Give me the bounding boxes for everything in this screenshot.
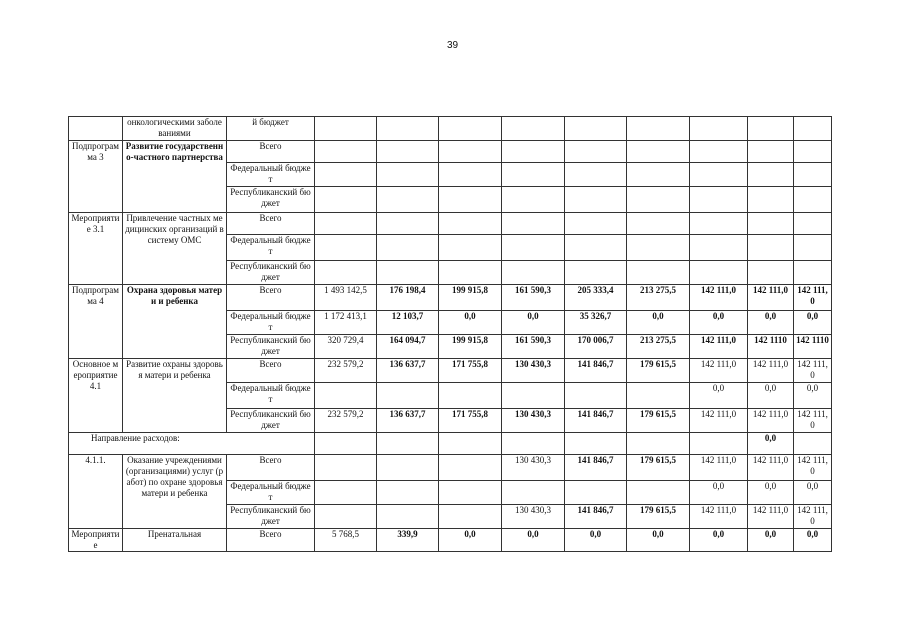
table-cell: Пренатальная (123, 529, 227, 552)
table-cell: 213 275,5 (627, 285, 690, 311)
table-cell: 339,9 (377, 529, 439, 552)
table-cell (565, 383, 627, 409)
table-cell (315, 141, 377, 163)
table-cell: 142 111,0 (690, 409, 748, 433)
table-cell: 161 590,3 (502, 285, 565, 311)
table-cell: 0,0 (502, 311, 565, 335)
table-cell: 12 103,7 (377, 311, 439, 335)
table-cell: 176 198,4 (377, 285, 439, 311)
table-cell: 142 1110 (748, 335, 794, 359)
table-cell: 161 590,3 (502, 335, 565, 359)
table-cell: 142 111,0 (794, 455, 832, 481)
table-cell (794, 261, 832, 285)
table-cell (690, 261, 748, 285)
table-cell: 142 111,0 (690, 335, 748, 359)
table-cell (627, 213, 690, 235)
table-cell: 179 615,5 (627, 505, 690, 529)
table-cell: Всего (227, 529, 315, 552)
table-cell (377, 383, 439, 409)
table-cell: 130 430,3 (502, 455, 565, 481)
table-cell: Республиканский бюджет (227, 187, 315, 213)
table-cell: Федеральный бюджет (227, 235, 315, 261)
table-cell (565, 235, 627, 261)
table-cell: 141 846,7 (565, 455, 627, 481)
table-cell (502, 141, 565, 163)
table-row (69, 455, 832, 481)
table-cell (794, 213, 832, 235)
table-cell: 164 094,7 (377, 335, 439, 359)
table-cell (377, 117, 439, 141)
table-cell (315, 383, 377, 409)
table-cell: Всего (227, 213, 315, 235)
table-cell (690, 235, 748, 261)
table-cell: 0,0 (794, 311, 832, 335)
table-cell (377, 455, 439, 481)
table-cell: 142 111,0 (794, 285, 832, 311)
table-cell (565, 433, 627, 455)
table-cell (565, 141, 627, 163)
table-cell (748, 187, 794, 213)
table-cell (315, 433, 377, 455)
table-row (69, 213, 832, 235)
table-cell: 142 111,0 (748, 505, 794, 529)
table-cell: 171 755,8 (439, 359, 502, 383)
table-cell (565, 481, 627, 505)
table-cell: 0,0 (627, 529, 690, 552)
table-cell (690, 213, 748, 235)
table-cell (794, 163, 832, 187)
table-row (69, 359, 832, 383)
table-cell: 1 493 142,5 (315, 285, 377, 311)
table-cell (627, 187, 690, 213)
table-cell (377, 505, 439, 529)
table-cell (627, 433, 690, 455)
table-row (69, 529, 832, 552)
table-cell (439, 455, 502, 481)
table-cell (377, 141, 439, 163)
table-cell (439, 505, 502, 529)
table-cell: Всего (227, 141, 315, 163)
table-cell (377, 481, 439, 505)
table-cell: онкологическими заболеваниями (123, 117, 227, 141)
table-cell: 0,0 (748, 529, 794, 552)
table-cell: 170 006,7 (565, 335, 627, 359)
table-cell: 179 615,5 (627, 409, 690, 433)
table-row (69, 117, 832, 141)
table-cell: 0,0 (690, 311, 748, 335)
table-cell (690, 141, 748, 163)
page-number: 39 (446, 40, 459, 51)
table-row (69, 285, 832, 311)
table-cell: Всего (227, 455, 315, 481)
table-cell (502, 383, 565, 409)
table-cell: Всего (227, 359, 315, 383)
table-cell (315, 481, 377, 505)
table-cell: 0,0 (502, 529, 565, 552)
table-cell (439, 163, 502, 187)
table-cell: 0,0 (748, 481, 794, 505)
table-cell: Республиканский бюджет (227, 261, 315, 285)
table-cell (439, 141, 502, 163)
table-cell: 35 326,7 (565, 311, 627, 335)
table-cell: 142 111,0 (690, 285, 748, 311)
table-cell (439, 235, 502, 261)
table-cell: Подпрограмма 4 (69, 285, 123, 359)
table-cell: 4.1.1. (69, 455, 123, 529)
table-cell: 142 111,0 (748, 409, 794, 433)
table-cell (439, 213, 502, 235)
table-cell: 0,0 (627, 311, 690, 335)
table-cell: 0,0 (439, 529, 502, 552)
table-cell (439, 383, 502, 409)
table-cell: 0,0 (748, 383, 794, 409)
table-cell (794, 117, 832, 141)
table-cell (439, 187, 502, 213)
table-cell: Развитие охраны здоровья матери и ребенка (123, 359, 227, 433)
table-cell (377, 187, 439, 213)
table-cell: 142 111,0 (748, 285, 794, 311)
table-cell: 179 615,5 (627, 359, 690, 383)
table-cell: 1 172 413,1 (315, 311, 377, 335)
table-cell: 142 1110 (794, 335, 832, 359)
table-cell (627, 481, 690, 505)
table-cell (377, 433, 439, 455)
table-cell (377, 235, 439, 261)
table-cell (627, 141, 690, 163)
table-cell: 141 846,7 (565, 359, 627, 383)
table-cell (315, 235, 377, 261)
table-cell (627, 235, 690, 261)
table-cell (439, 433, 502, 455)
table-cell (439, 117, 502, 141)
table-cell: 141 846,7 (565, 409, 627, 433)
table-cell (748, 141, 794, 163)
table-cell (502, 117, 565, 141)
table-row (69, 433, 832, 455)
table-cell: Развитие государственно-частного партнерства (123, 141, 227, 213)
table-cell: 0,0 (748, 433, 794, 455)
table-cell (690, 117, 748, 141)
table-cell: 0,0 (690, 481, 748, 505)
table-cell: Республиканский бюджет (227, 409, 315, 433)
table-cell: Всего (227, 285, 315, 311)
table-cell (315, 455, 377, 481)
table-cell: Республиканский бюджет (227, 335, 315, 359)
table-cell (502, 261, 565, 285)
table-cell: Мероприятие (69, 529, 123, 552)
table-cell: 130 430,3 (502, 505, 565, 529)
budget-table (68, 116, 832, 552)
table-cell (627, 261, 690, 285)
table-cell (69, 117, 123, 141)
table-cell: 142 111,0 (690, 359, 748, 383)
table-cell: 142 111,0 (748, 359, 794, 383)
table-cell (627, 383, 690, 409)
table-cell (627, 117, 690, 141)
table-cell (502, 235, 565, 261)
table-cell (439, 261, 502, 285)
table-cell: 199 915,8 (439, 285, 502, 311)
table-cell: 0,0 (794, 529, 832, 552)
table-cell: Основное мероприятие 4.1 (69, 359, 123, 433)
table-cell: 130 430,3 (502, 359, 565, 383)
table-cell: 142 111,0 (794, 359, 832, 383)
table-cell: й бюджет (227, 117, 315, 141)
table-body (69, 117, 832, 552)
table-cell: 232 579,2 (315, 409, 377, 433)
table-cell: Федеральный бюджет (227, 383, 315, 409)
table-cell: 142 111,0 (794, 409, 832, 433)
table-cell (315, 163, 377, 187)
table-cell: 0,0 (690, 383, 748, 409)
table-cell (565, 187, 627, 213)
table-cell (502, 481, 565, 505)
table-cell (748, 213, 794, 235)
table-cell: 130 430,3 (502, 409, 565, 433)
table-cell (377, 261, 439, 285)
table-cell (690, 163, 748, 187)
table-cell (439, 481, 502, 505)
table-cell (502, 213, 565, 235)
table-cell: 142 111,0 (794, 505, 832, 529)
table-cell: Мероприятие 3.1 (69, 213, 123, 285)
table-cell (690, 433, 748, 455)
table-cell: 136 637,7 (377, 409, 439, 433)
table-cell: 142 111,0 (690, 505, 748, 529)
table-cell (748, 117, 794, 141)
table-cell (794, 235, 832, 261)
table-cell: Подпрограмма 3 (69, 141, 123, 213)
table-cell (315, 187, 377, 213)
table-cell: 179 615,5 (627, 455, 690, 481)
table-cell (627, 163, 690, 187)
table-cell (690, 187, 748, 213)
table-cell: 142 111,0 (690, 455, 748, 481)
table-cell: 0,0 (794, 383, 832, 409)
table-cell (794, 187, 832, 213)
table-cell: 205 333,4 (565, 285, 627, 311)
table-cell: Федеральный бюджет (227, 163, 315, 187)
table-cell: 136 637,7 (377, 359, 439, 383)
table-cell: 0,0 (690, 529, 748, 552)
table-cell (315, 261, 377, 285)
table-cell (748, 163, 794, 187)
table-cell (565, 163, 627, 187)
table-cell (794, 141, 832, 163)
table-cell (748, 235, 794, 261)
table-cell (565, 213, 627, 235)
table-cell: 142 111,0 (748, 455, 794, 481)
table-cell: 141 846,7 (565, 505, 627, 529)
table-cell: Направление расходов: (69, 433, 315, 455)
table-cell: 0,0 (439, 311, 502, 335)
table-cell: 213 275,5 (627, 335, 690, 359)
table-cell: 0,0 (794, 481, 832, 505)
table-cell: Привлечение частных медицинских организаций в систему ОМС (123, 213, 227, 285)
table-cell (794, 433, 832, 455)
table-cell: 0,0 (565, 529, 627, 552)
table-cell: 232 579,2 (315, 359, 377, 383)
table-cell (565, 117, 627, 141)
table-cell: 320 729,4 (315, 335, 377, 359)
table-cell: 199 915,8 (439, 335, 502, 359)
table-cell (377, 163, 439, 187)
table-cell: Оказание учреждениями (организациями) услуг (работ) по охране здоровья матери и ребенка (123, 455, 227, 529)
table-cell: Охрана здоровья матери и ребенка (123, 285, 227, 359)
table-cell (315, 213, 377, 235)
table-cell (315, 505, 377, 529)
table-cell (377, 213, 439, 235)
table-cell (502, 163, 565, 187)
table-cell (315, 117, 377, 141)
table-cell: Республиканский бюджет (227, 505, 315, 529)
table-cell (565, 261, 627, 285)
table-cell: Федеральный бюджет (227, 311, 315, 335)
table-cell: 171 755,8 (439, 409, 502, 433)
table-cell: Федеральный бюджет (227, 481, 315, 505)
table-cell (502, 187, 565, 213)
table-cell: 0,0 (748, 311, 794, 335)
table-cell: 5 768,5 (315, 529, 377, 552)
table-row (69, 141, 832, 163)
table-cell (502, 433, 565, 455)
table-cell (748, 261, 794, 285)
